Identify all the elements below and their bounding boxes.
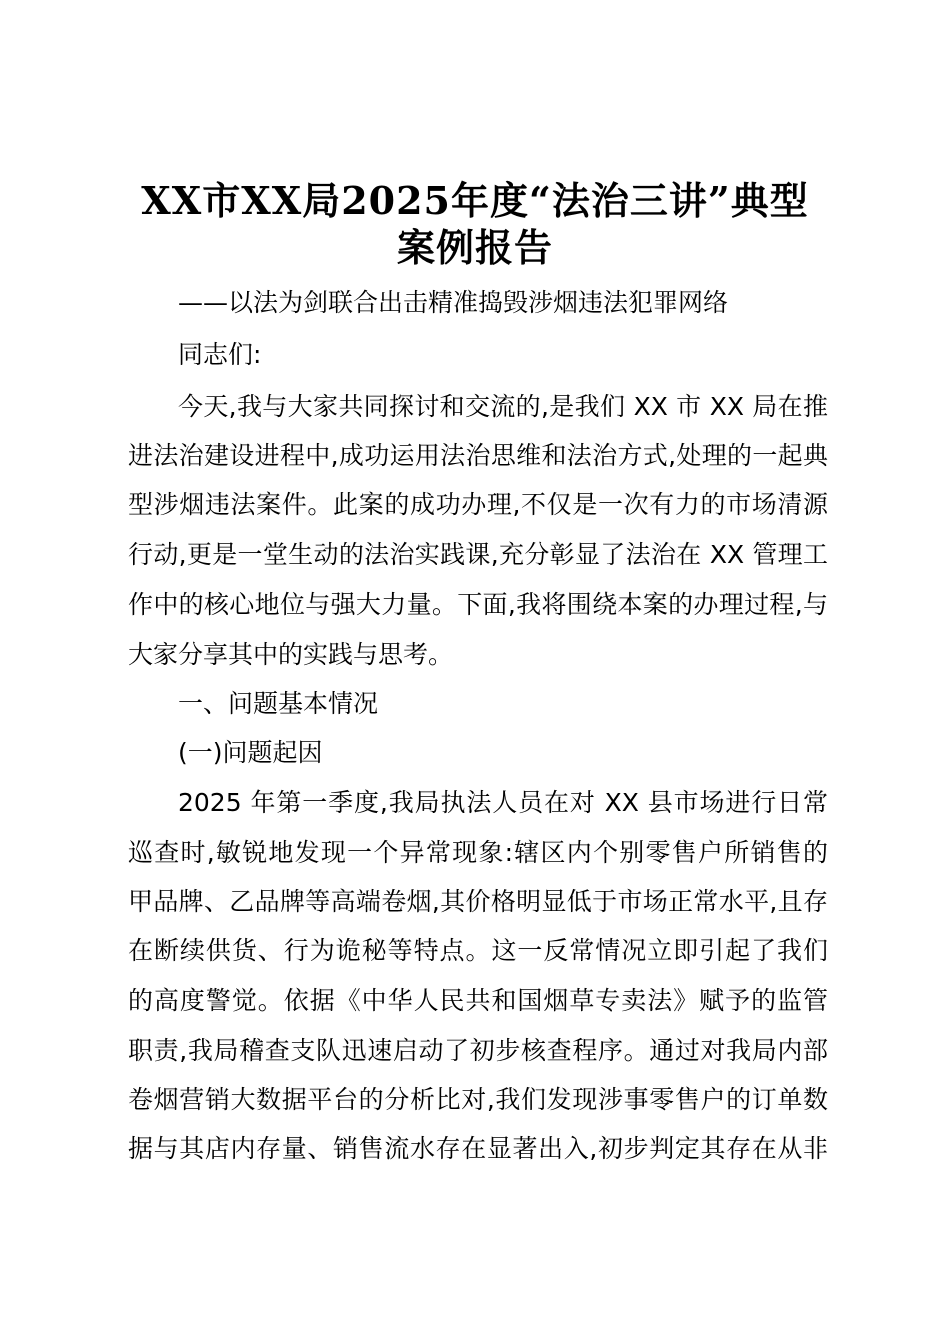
subsection-heading: (一)问题起因 [178, 738, 323, 767]
paragraph-1-line: 进法治建设进程中,成功运用法治思维和法治方式,处理的一起典 [128, 441, 828, 470]
document-title-line-2: 案例报告 [396, 225, 553, 270]
paragraph-2-line: 甲品牌、乙品牌等高端卷烟,其价格明显低于市场正常水平,且存 [128, 887, 828, 916]
paragraph-2-line: 职责,我局稽查支队迅速启动了初步核查程序。通过对我局内部 [128, 1036, 828, 1065]
paragraph-2-line: 据与其店内存量、销售流水存在显著出入,初步判定其存在从非 [128, 1134, 828, 1163]
paragraph-1-line: 型涉烟违法案件。此案的成功办理,不仅是一次有力的市场清源 [128, 490, 828, 519]
paragraph-1-line: 今天,我与大家共同探讨和交流的,是我们 XX 市 XX 局在推 [178, 392, 828, 421]
paragraph-2-line: 在断续供货、行为诡秘等特点。这一反常情况立即引起了我们 [128, 936, 828, 965]
paragraph-2-line: 卷烟营销大数据平台的分析比对,我们发现涉事零售户的订单数 [128, 1085, 828, 1114]
document-title-line-1: XX市XX局2025年度“法治三讲”典型 [141, 178, 809, 223]
document-subtitle: ——以法为剑联合出击精准捣毁涉烟违法犯罪网络 [178, 288, 729, 317]
salutation: 同志们: [178, 340, 262, 369]
paragraph-1-line: 作中的核心地位与强大力量。下面,我将围绕本案的办理过程,与 [128, 590, 828, 619]
paragraph-2-line: 的高度警觉。依据《中华人民共和国烟草专卖法》赋予的监管 [128, 986, 828, 1015]
paragraph-1-line: 行动,更是一堂生动的法治实践课,充分彰显了法治在 XX 管理工 [128, 540, 828, 569]
paragraph-2-line: 巡查时,敏锐地发现一个异常现象:辖区内个别零售户所销售的 [128, 838, 828, 867]
paragraph-1-line: 大家分享其中的实践与思考。 [128, 640, 454, 669]
paragraph-2-line: 2025 年第一季度,我局执法人员在对 XX 县市场进行日常 [178, 788, 828, 817]
section-heading: 一、问题基本情况 [178, 689, 379, 718]
